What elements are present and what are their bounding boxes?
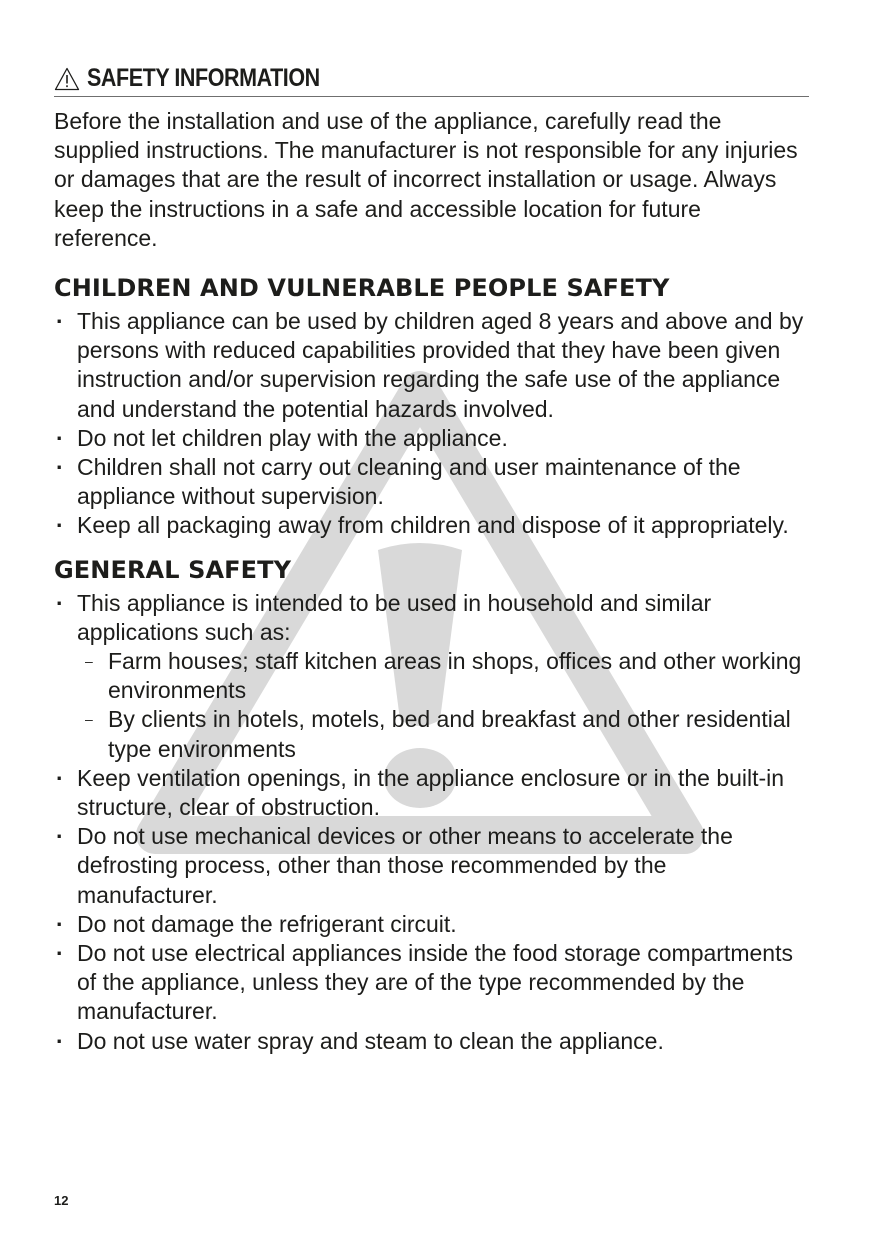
page-number: 12	[54, 1193, 69, 1208]
children-safety-heading: CHILDREN AND VULNERABLE PEOPLE SAFETY	[54, 274, 670, 303]
page-content	[54, 64, 809, 1056]
intro-paragraph: Before the installation and use of the appliance, carefully read the supplied instructions. The manufacturer is not responsible for any injuries or damages that are the result of incorrect installation or usage. Always keep the instructions in a safe and accessible location for future reference.	[54, 108, 798, 251]
list-item: · Do not damage the refrigerant circuit.	[54, 910, 809, 939]
list-item: · Children shall not carry out cleaning and user maintenance of the appliance without supervision.	[54, 453, 809, 511]
sub-list-item: – By clients in hotels, motels, bed and breakfast and other residential type environments	[54, 705, 809, 763]
list-item: · Do not let children play with the appliance.	[54, 424, 809, 453]
section-title: SAFETY INFORMATION	[87, 64, 320, 92]
list-item: · This appliance is intended to be used in household and similar applications such as:	[54, 589, 809, 647]
list-item: · Keep all packaging away from children and dispose of it appropriately.	[54, 511, 809, 540]
sub-list-item: – Farm houses; staff kitchen areas in shops, offices and other working environments	[54, 647, 809, 705]
list-item: · Do not use water spray and steam to clean the appliance.	[54, 1027, 809, 1056]
children-safety-list	[54, 307, 809, 541]
general-safety-heading: GENERAL SAFETY	[54, 555, 292, 584]
section-header	[54, 64, 809, 97]
list-item: · Do not use electrical appliances inside the food storage compartments of the appliance, unless they are of the type recommended by the manufacturer.	[54, 939, 809, 1027]
list-item: · This appliance can be used by children aged 8 years and above and by persons with reduced capabilities provided that they have been given instruction and/or supervision regarding the safe use of the appliance and understand the potential hazards involved.	[54, 307, 809, 424]
list-item: · Do not use mechanical devices or other means to accelerate the defrosting process, other than those recommended by the manufacturer.	[54, 822, 809, 910]
list-item: · Keep ventilation openings, in the appliance enclosure or in the built-in structure, clear of obstruction.	[54, 764, 809, 822]
warning-triangle-icon	[54, 67, 80, 91]
general-safety-list	[54, 589, 809, 1056]
